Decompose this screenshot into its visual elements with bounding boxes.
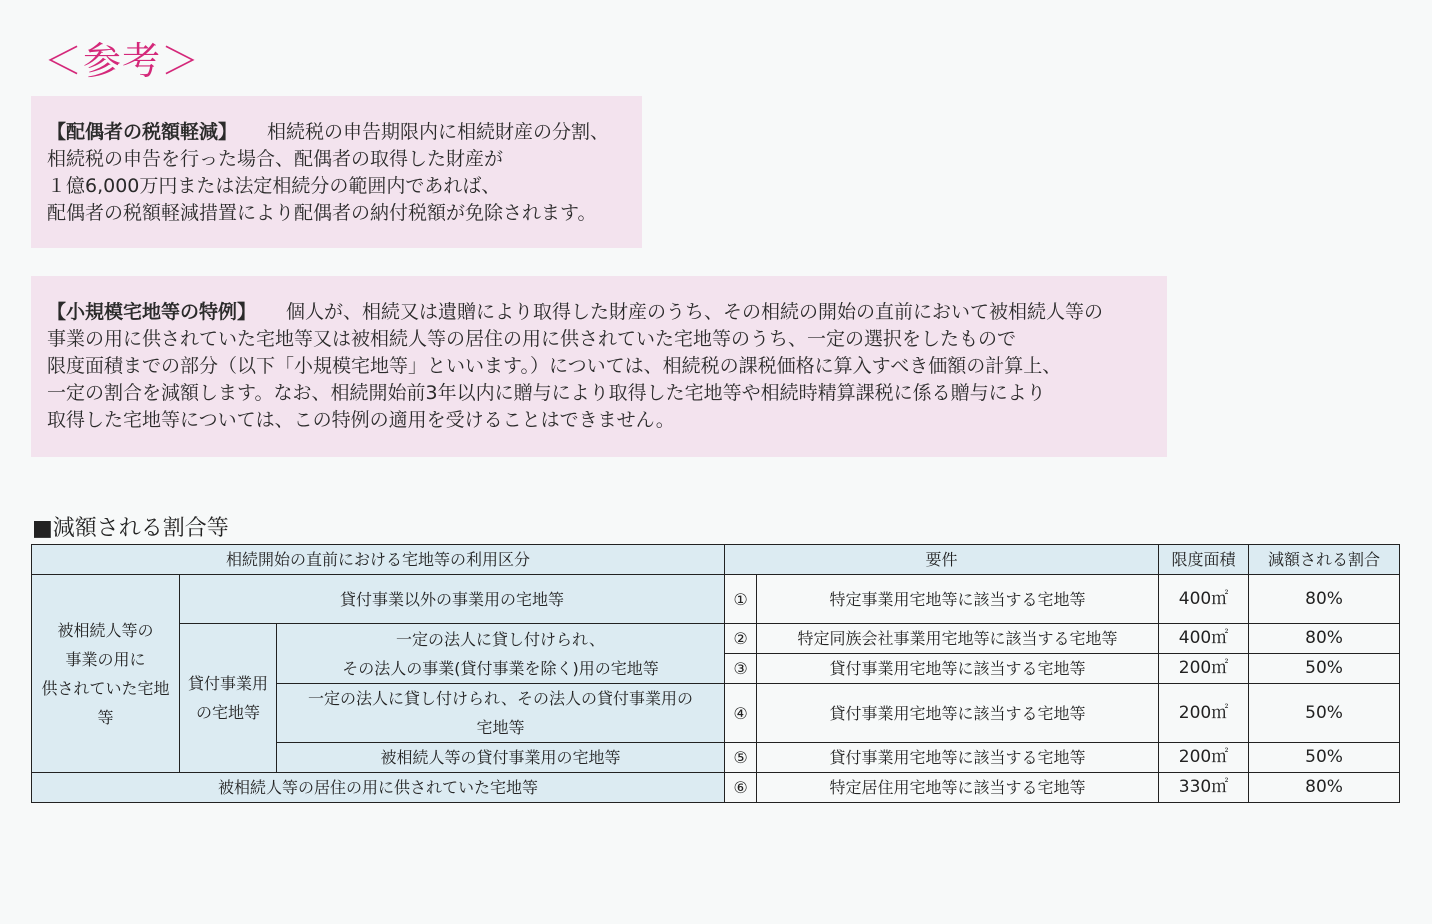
lending-business-group-cell: 貸付事業用 の宅地等: [180, 624, 277, 773]
row-number: ⑤: [725, 743, 757, 773]
row-number: ①: [725, 575, 757, 624]
ratio-cell: 50%: [1249, 684, 1400, 743]
reduction-ratio-title: ■減額される割合等: [32, 516, 229, 541]
small-land-text-line: 取得した宅地等については、この特例の適用を受けることはできません。: [47, 409, 675, 431]
ratio-cell: 50%: [1249, 743, 1400, 773]
limit-area-cell: 200㎡: [1159, 743, 1249, 773]
spousal-text-line: 配偶者の税額軽減措置により配偶者の納付税額が免除されます。: [47, 202, 597, 224]
table-row: [32, 624, 1400, 654]
spousal-deduction-box: [31, 96, 642, 248]
spousal-text-line: 相続税の申告を行った場合、配偶者の取得した財産が: [47, 148, 504, 170]
ratio-cell: 80%: [1249, 624, 1400, 654]
limit-area-cell: 330㎡: [1159, 773, 1249, 803]
requirement-cell: 特定事業用宅地等に該当する宅地等: [757, 575, 1159, 624]
requirement-cell: 貸付事業用宅地等に該当する宅地等: [757, 654, 1159, 684]
ratio-cell: 80%: [1249, 575, 1400, 624]
corporation-lent-cell: 一定の法人に貸し付けられ、 その法人の事業(貸付事業を除く)用の宅地等: [277, 624, 725, 684]
header-category: 相続開始の直前における宅地等の利用区分: [32, 545, 725, 575]
row-number: ④: [725, 684, 757, 743]
table-header-row: [32, 545, 1400, 575]
requirement-cell: 特定居住用宅地等に該当する宅地等: [757, 773, 1159, 803]
spousal-deduction-title: 【配偶者の税額軽減】: [47, 121, 238, 143]
limit-area-cell: 400㎡: [1159, 624, 1249, 654]
limit-area-cell: 200㎡: [1159, 684, 1249, 743]
row-number: ②: [725, 624, 757, 654]
table-row: [32, 575, 1400, 624]
requirement-cell: 貸付事業用宅地等に該当する宅地等: [757, 684, 1159, 743]
corporation-lent-lending-cell: 一定の法人に貸し付けられ、その法人の貸付事業用の 宅地等: [277, 684, 725, 743]
small-land-text-line: 限度面積までの部分（以下「小規模宅地等」といいます。）については、相続税の課税価格に算入すべき価額の計算上、: [47, 355, 1062, 377]
requirement-cell: 特定同族会社事業用宅地等に該当する宅地等: [757, 624, 1159, 654]
small-land-text-line: 個人が、相続又は遺贈により取得した財産のうち、その相続の開始の直前において被相続人等の: [286, 301, 1104, 323]
small-land-text-line: 事業の用に供されていた宅地等又は被相続人等の居住の用に供されていた宅地等のうち、一定の選択をしたもので: [47, 328, 1017, 350]
non-lending-business-cell: 貸付事業以外の事業用の宅地等: [180, 575, 725, 624]
table-row: [32, 773, 1400, 803]
row-number: ⑥: [725, 773, 757, 803]
header-limit-area: 限度面積: [1159, 545, 1249, 575]
row-number: ③: [725, 654, 757, 684]
reference-heading: ＜参考＞: [44, 39, 201, 83]
spousal-text-line: １億6,000万円または法定相続分の範囲内であれば、: [47, 175, 501, 197]
limit-area-cell: 400㎡: [1159, 575, 1249, 624]
header-requirement: 要件: [725, 545, 1159, 575]
reduction-ratio-table: [31, 544, 1400, 803]
heir-lending-business-cell: 被相続人等の貸付事業用の宅地等: [277, 743, 725, 773]
header-reduction-ratio: 減額される割合: [1249, 545, 1400, 575]
limit-area-cell: 200㎡: [1159, 654, 1249, 684]
ratio-cell: 50%: [1249, 654, 1400, 684]
spousal-text-line: 相続税の申告期限内に相続財産の分割、: [267, 121, 610, 143]
ratio-cell: 80%: [1249, 773, 1400, 803]
small-land-special-box: [31, 276, 1167, 457]
small-land-title: 【小規模宅地等の特例】: [47, 301, 257, 323]
small-land-text-line: 一定の割合を減額します。なお、相続開始前3年以内に贈与により取得した宅地等や相続時精算課税に係る贈与により: [47, 382, 1046, 404]
requirement-cell: 貸付事業用宅地等に該当する宅地等: [757, 743, 1159, 773]
residence-use-cell: 被相続人等の居住の用に供されていた宅地等: [32, 773, 725, 803]
business-use-group-cell: 被相続人等の 事業の用に 供されていた宅地 等: [32, 575, 180, 773]
